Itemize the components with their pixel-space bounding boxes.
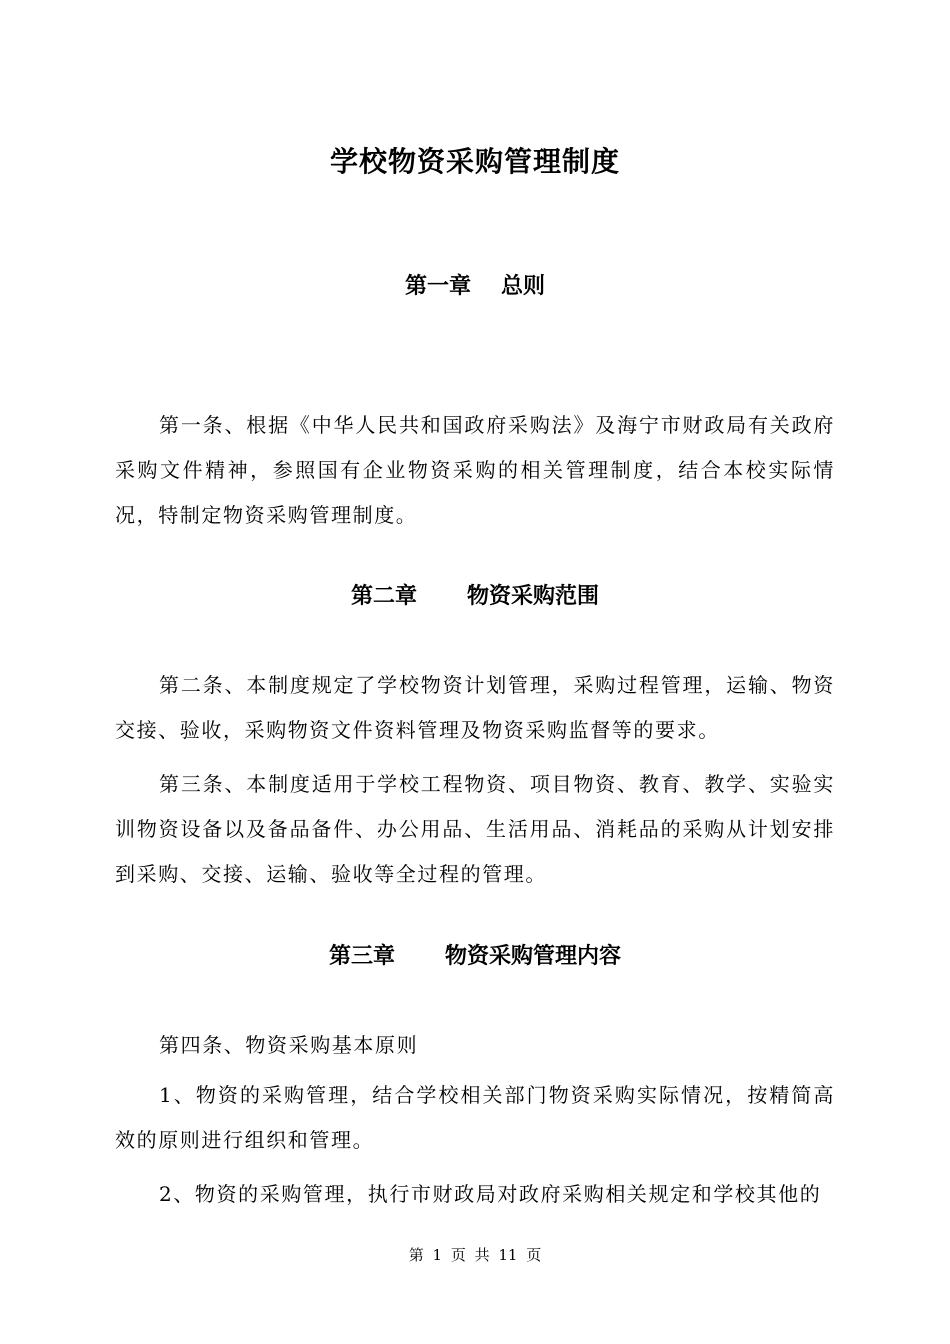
principle-1-paragraph: 1、物资的采购管理，结合学校相关部门物资采购实际情况，按精简高效的原则进行组织和管理。 [115,1083,835,1152]
chapter-number: 第一章 [404,273,471,299]
chapter-name: 总则 [501,273,546,299]
article-2-paragraph: 第二条、本制度规定了学校物资计划管理，采购过程管理，运输、物资交接、验收，采购物资文件资料管理及物资采购监督等的要求。 [115,673,835,742]
chapter-heading-1 [0,270,950,302]
principle-2-paragraph: 2、物资的采购管理，执行市财政局对政府采购相关规定和学校其他的 [159,1182,822,1206]
chapter-name: 物资采购范围 [467,583,600,609]
page-number-footer: 第 1 页 共 11 页 [408,1246,542,1264]
chapter-heading-3 [0,940,950,972]
chapter-name: 物资采购管理内容 [445,943,622,969]
article-1-paragraph: 第一条、根据《中华人民共和国政府采购法》及海宁市财政局有关政府采购文件精神，参照国有企业物资采购的相关管理制度，结合本校实际情况，特制定物资采购管理制度。 [115,413,835,527]
chapter-heading-2 [0,580,950,612]
document-title: 学校物资采购管理制度 [329,145,620,178]
article-4-paragraph: 第四条、物资采购基本原则 [159,1033,419,1057]
chapter-number: 第二章 [350,583,417,609]
article-3-paragraph: 第三条、本制度适用于学校工程物资、项目物资、教育、教学、实验实训物资设备以及备品备件、办公用品、生活用品、消耗品的采购从计划安排到采购、交接、运输、验收等全过程的管理。 [115,772,835,886]
chapter-number: 第三章 [328,943,395,969]
